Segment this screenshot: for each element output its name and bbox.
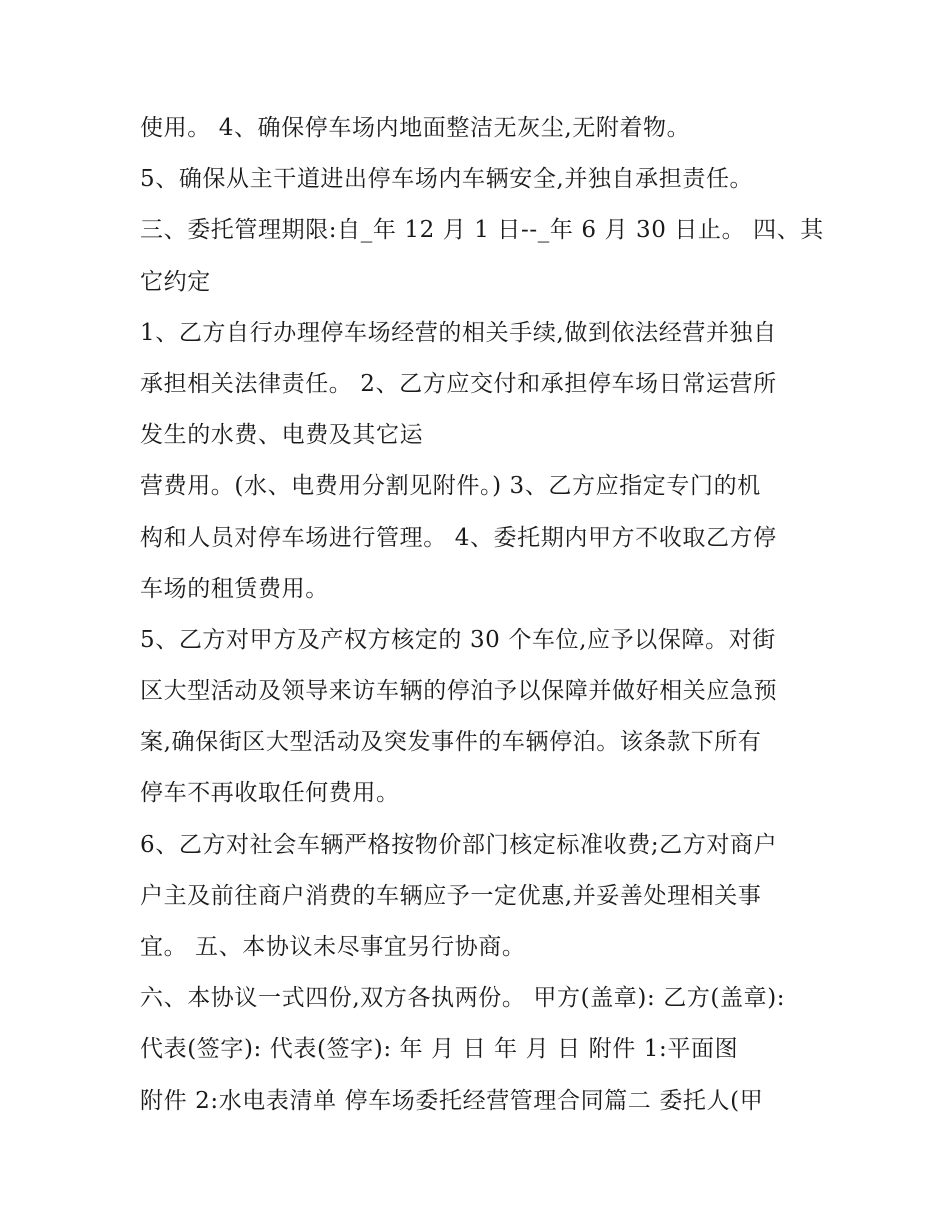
text-line: 6、乙方对社会车辆严格按物价部门核定标准收费;乙方对商户 <box>140 831 778 858</box>
text-line: 三、委托管理期限:自_年 12 月 1 日--_年 6 月 30 日止。 四、其 <box>140 217 824 244</box>
text-line: 5、确保从主干道进出停车场内车辆安全,并独自承担责任。 <box>140 166 754 193</box>
text-line: 附件 2:水电表清单 停车场委托经营管理合同篇二 委托人(甲 <box>140 1087 764 1114</box>
text-line: 1、乙方自行办理停车场经营的相关手续,做到依法经营并独自 <box>140 319 777 346</box>
text-line: 营费用。(水、电费用分割见附件。) 3、乙方应指定专门的机 <box>140 473 761 500</box>
document-body <box>140 103 830 1127</box>
text-line: 构和人员对停车场进行管理。 4、委托期内甲方不收取乙方停 <box>140 524 777 551</box>
text-line: 承担相关法律责任。 2、乙方应交付和承担停车场日常运营所 <box>140 370 777 397</box>
text-line: 区大型活动及领导来访车辆的停泊予以保障并做好相关应急预 <box>140 678 778 705</box>
text-line: 六、本协议一式四份,双方各执两份。 甲方(盖章): 乙方(盖章): <box>140 985 786 1012</box>
text-line: 车场的租赁费用。 <box>140 575 329 602</box>
text-line: 停车不再收取任何费用。 <box>140 780 400 807</box>
text-line: 户主及前往商户消费的车辆应予一定优惠,并妥善处理相关事 <box>140 882 762 909</box>
text-line: 发生的水费、电费及其它运 <box>140 422 424 449</box>
text-line: 案,确保街区大型活动及突发事件的车辆停泊。该条款下所有 <box>140 729 762 756</box>
text-line: 5、乙方对甲方及产权方核定的 30 个车位,应予以保障。对街 <box>140 626 776 653</box>
text-line: 使用。 4、确保停车场内地面整洁无灰尘,无附着物。 <box>140 115 691 141</box>
text-line: 它约定 <box>140 268 211 295</box>
text-line: 代表(签字): 代表(签字): 年 月 日 年 月 日 附件 1:平面图 <box>140 1036 739 1063</box>
text-line: 宜。 五、本协议未尽事宜另行协商。 <box>140 934 526 960</box>
